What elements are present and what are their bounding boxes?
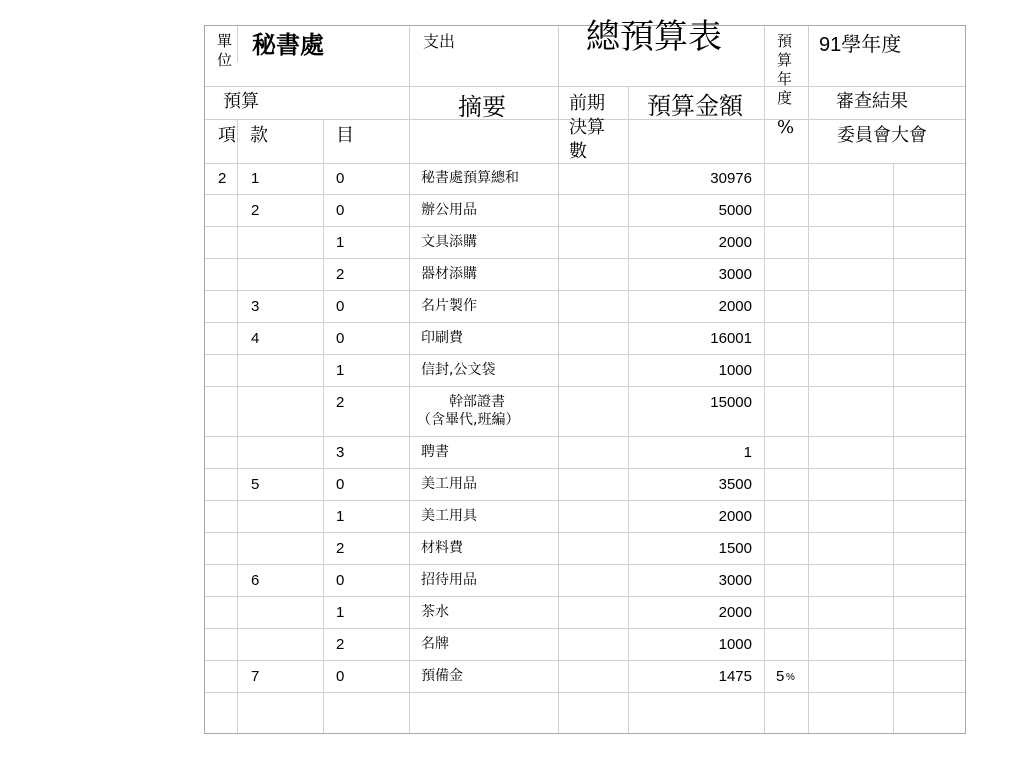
row-kuan: 6 [251,572,260,589]
row-mu: 2 [336,394,345,411]
grid-line [893,163,894,733]
row-mu: 3 [336,444,345,461]
row-divider [205,226,965,227]
row-summary: 美工用品 [421,476,477,492]
col-kuan-header: 款 [250,125,268,146]
row-divider [205,322,965,323]
row-amount: 2000 [718,508,752,525]
row-amount: 1000 [718,362,752,379]
row-divider [205,258,965,259]
row-mu: 2 [336,266,345,283]
row-kuan: 5 [251,476,260,493]
page-title: 總預算表 [586,17,722,57]
row-kuan: 1 [251,170,260,187]
grid-line [764,26,765,733]
row-summary: 美工用具 [421,508,477,524]
row-mu: 0 [336,572,345,589]
row-divider [205,468,965,469]
row-mu: 0 [336,668,345,685]
committee-label: 委員會大會 [837,125,927,146]
row-amount: 2000 [718,298,752,315]
row-amount: 2000 [718,234,752,251]
col-mu-header: 目 [336,125,354,146]
grid-line [205,86,965,87]
row-mu: 2 [336,636,345,653]
row-divider [205,290,965,291]
col-prev-header: 前期決算數 [569,93,605,162]
row-amount: 1475 [718,668,752,685]
category-label: 支出 [423,32,456,51]
row-divider [205,692,965,693]
row-summary: 名牌 [421,636,449,652]
row-pct-unit: % [786,672,795,683]
budget-sheet [204,17,966,734]
row-amount: 3000 [718,572,752,589]
row-amount: 2000 [718,604,752,621]
row-summary: 名片製作 [421,298,477,314]
row-amount: 16001 [710,330,752,347]
row-divider [205,386,965,387]
row-amount: 15000 [710,394,752,411]
row-summary: 辦公用品 [421,202,477,218]
year-value: 91學年度 [819,34,902,56]
row-summary: 信封,公文袋 [421,362,496,378]
unit-label: 單位 [217,32,233,69]
row-mu: 0 [336,170,345,187]
row-divider [205,596,965,597]
row-kuan: 4 [251,330,260,347]
row-divider [205,194,965,195]
row-amount: 3000 [718,266,752,283]
row-kuan: 2 [251,202,260,219]
row-summary: 器材添購 [421,266,477,282]
row-divider [205,628,965,629]
row-divider [205,660,965,661]
budget-year-label: 預算年度 [777,32,793,107]
col-amount-header: 預算金額 [647,92,743,120]
row-mu: 1 [336,508,345,525]
grid-line [409,26,410,733]
row-xiang: 2 [218,170,227,187]
row-kuan: 3 [251,298,260,315]
row-mu: 0 [336,330,345,347]
row-divider [205,532,965,533]
row-mu: 1 [336,604,345,621]
col-xiang-header: 項 [218,125,236,146]
row-amount: 5000 [718,202,752,219]
grid-line [558,26,559,733]
row-summary: 秘書處預算總和 [421,170,519,186]
review-label: 審查結果 [836,91,908,112]
row-summary: 預備金 [421,668,463,684]
row-mu: 1 [336,234,345,251]
row-divider [205,354,965,355]
row-kuan: 7 [251,668,260,685]
row-amount: 1 [743,444,752,461]
budget-label: 預算 [223,91,259,112]
row-mu: 0 [336,298,345,315]
row-pct: 5 [776,668,785,685]
row-divider [205,436,965,437]
grid-line [808,26,809,733]
row-summary: 幹部證書 [449,394,505,410]
row-divider [205,500,965,501]
row-summary: 印刷費 [421,330,463,346]
row-divider [205,564,965,565]
col-pct-header: % [777,117,795,138]
row-mu: 1 [336,362,345,379]
grid-line [237,26,238,62]
grid-line [628,86,629,733]
row-mu: 2 [336,540,345,557]
row-summary-sub: （含畢代,班編） [417,412,520,428]
row-summary: 聘書 [421,444,449,460]
row-mu: 0 [336,202,345,219]
grid-line [237,119,238,733]
grid-line [323,119,324,733]
row-summary: 文具添購 [421,234,477,250]
col-summary-header: 摘要 [458,93,506,121]
row-amount: 1500 [718,540,752,557]
row-amount: 3500 [718,476,752,493]
row-amount: 30976 [710,170,752,187]
row-summary: 招待用品 [421,572,477,588]
row-amount: 1000 [718,636,752,653]
row-mu: 0 [336,476,345,493]
unit-value: 秘書處 [252,31,324,59]
row-summary: 茶水 [421,604,449,620]
row-summary: 材料費 [421,540,463,556]
